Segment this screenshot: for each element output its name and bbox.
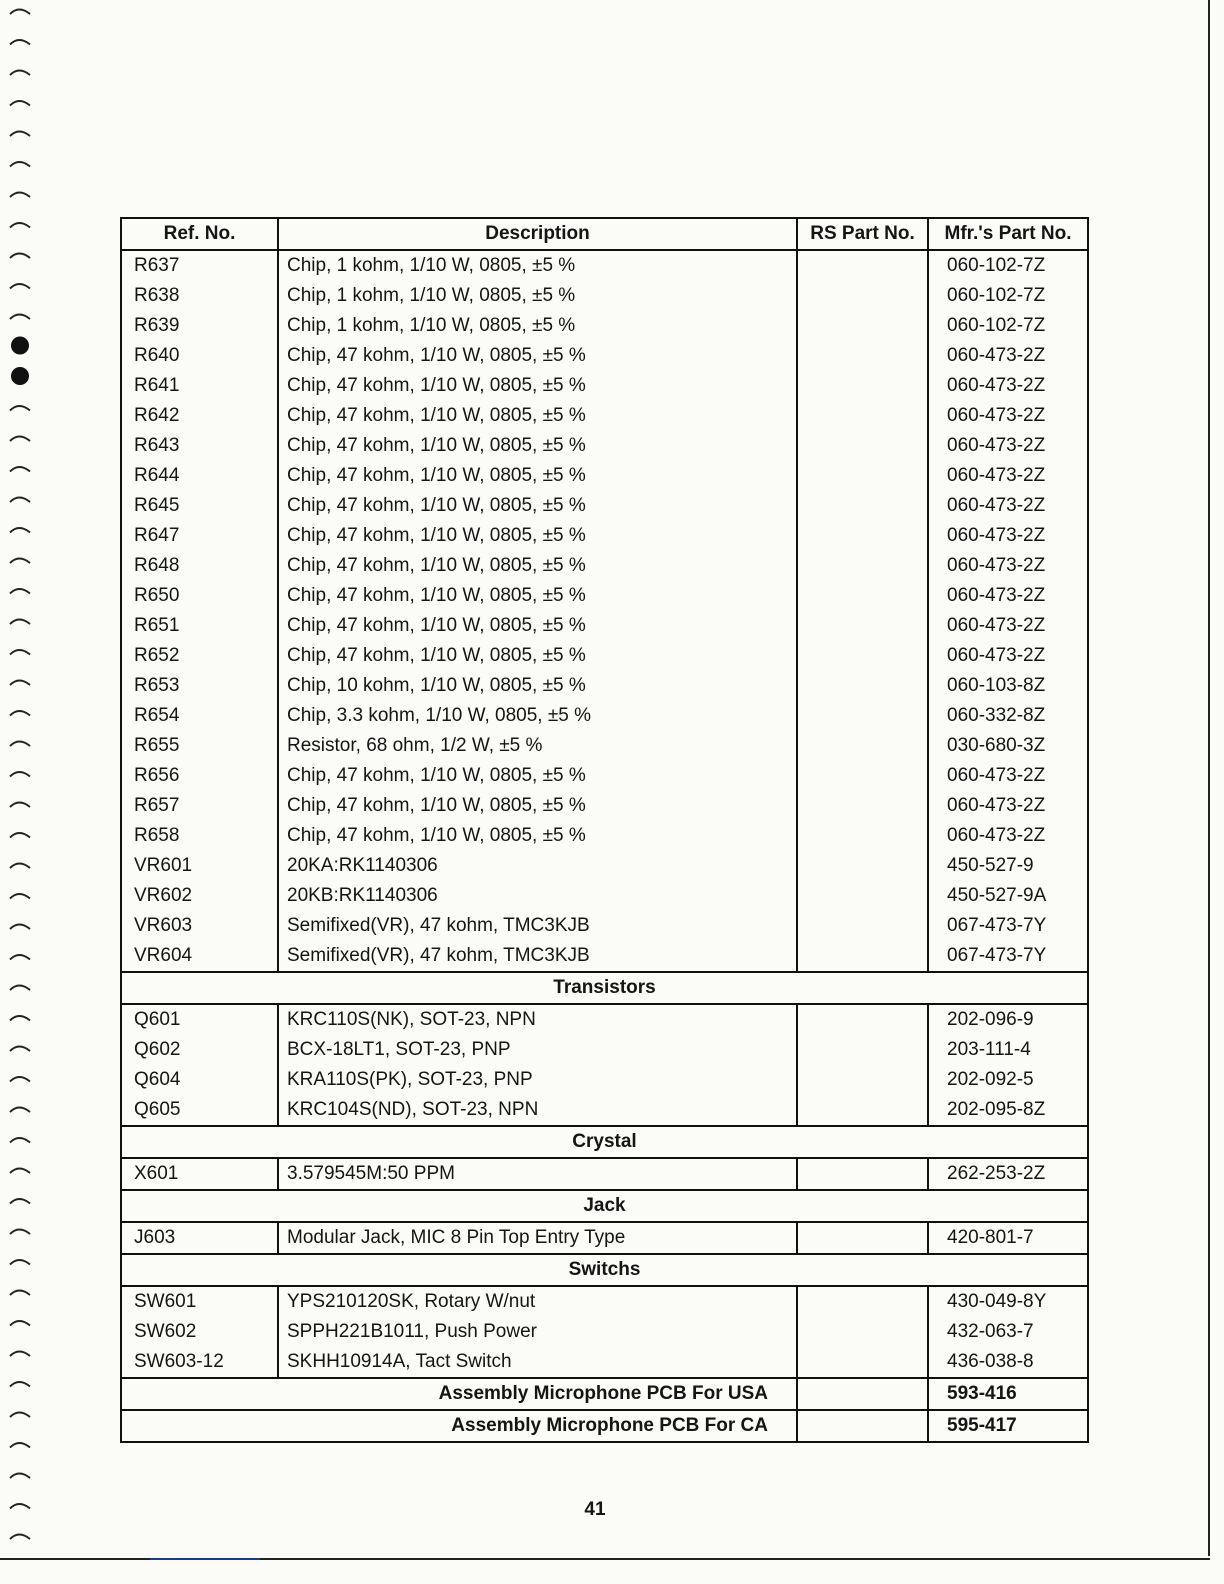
mfr-part-no-cell: 430-049-8Y [928,1286,1088,1317]
description-cell: 3.579545M:50 PPM [278,1158,797,1190]
table-row [121,341,1088,371]
rs-part-no-cell [797,1035,928,1065]
punch-mark [10,132,30,137]
mfr-part-no-cell: 060-473-2Z [928,371,1088,401]
mfr-part-no-cell: 060-473-2Z [928,521,1088,551]
description-cell: Chip, 1 kohm, 1/10 W, 0805, ±5 % [278,281,797,311]
description-cell: Chip, 47 kohm, 1/10 W, 0805, ±5 % [278,761,797,791]
punch-mark [10,1260,30,1265]
table-row [121,311,1088,341]
punch-mark [10,833,30,838]
ref-no-cell: R648 [121,551,278,581]
ref-no-cell: R652 [121,641,278,671]
description-cell: Chip, 47 kohm, 1/10 W, 0805, ±5 % [278,551,797,581]
rs-part-no-cell [797,431,928,461]
ref-no-cell: R657 [121,791,278,821]
description-cell: SKHH10914A, Tact Switch [278,1347,797,1378]
table-header-row [121,218,1088,250]
punch-mark [10,1016,30,1021]
table-row [121,611,1088,641]
punch-mark [10,711,30,716]
ref-no-cell: R641 [121,371,278,401]
table-row [121,701,1088,731]
ref-no-cell: R638 [121,281,278,311]
description-cell: Modular Jack, MIC 8 Pin Top Entry Type [278,1222,797,1254]
rs-part-no-cell [797,401,928,431]
mfr-part-no-cell: 203-111-4 [928,1035,1088,1065]
punch-mark [10,1352,30,1357]
table-row [121,371,1088,401]
description-cell: SPPH221B1011, Push Power [278,1317,797,1347]
punch-mark [10,1169,30,1174]
section-title: Switchs [121,1254,1088,1286]
description-cell: Chip, 3.3 kohm, 1/10 W, 0805, ±5 % [278,701,797,731]
mfr-part-no-cell: 060-102-7Z [928,311,1088,341]
mfr-part-no-cell: 060-473-2Z [928,581,1088,611]
table-row [121,521,1088,551]
punch-mark [10,894,30,899]
punch-mark [10,650,30,655]
rs-part-no-cell [797,1004,928,1035]
rs-part-no-cell [797,1410,928,1442]
ref-no-cell: R643 [121,431,278,461]
rs-part-no-cell [797,521,928,551]
mfr-part-no-cell: 202-095-8Z [928,1095,1088,1126]
punch-hole [11,367,29,385]
punch-mark [10,10,30,15]
section-title: Crystal [121,1126,1088,1158]
rs-part-no-cell [797,851,928,881]
mfr-part-no-cell: 060-102-7Z [928,281,1088,311]
punch-mark [10,1230,30,1235]
mfr-part-no-cell: 060-473-2Z [928,491,1088,521]
table-row [121,250,1088,281]
table-row [121,761,1088,791]
mfr-part-no-cell: 060-473-2Z [928,431,1088,461]
rs-part-no-cell [797,911,928,941]
ref-no-cell: R645 [121,491,278,521]
punch-mark [10,772,30,777]
ref-no-cell: R656 [121,761,278,791]
ref-no-cell: VR603 [121,911,278,941]
description-cell: Chip, 47 kohm, 1/10 W, 0805, ±5 % [278,461,797,491]
description-cell: Chip, 47 kohm, 1/10 W, 0805, ±5 % [278,491,797,521]
table-row [121,1222,1088,1254]
description-cell: Chip, 47 kohm, 1/10 W, 0805, ±5 % [278,401,797,431]
description-cell: KRC104S(ND), SOT-23, NPN [278,1095,797,1126]
description-cell: KRC110S(NK), SOT-23, NPN [278,1004,797,1035]
mfr-part-no-cell: 067-473-7Y [928,911,1088,941]
ref-no-cell: R640 [121,341,278,371]
section-title: Transistors [121,972,1088,1004]
page-bottom-accent [150,1558,260,1560]
punch-mark [10,284,30,289]
table-row [121,941,1088,972]
rs-part-no-cell [797,461,928,491]
ref-no-cell: Q602 [121,1035,278,1065]
description-cell: Chip, 47 kohm, 1/10 W, 0805, ±5 % [278,641,797,671]
mfr-part-no-cell: 420-801-7 [928,1222,1088,1254]
ref-no-cell: R644 [121,461,278,491]
ref-no-cell: X601 [121,1158,278,1190]
table-row [121,851,1088,881]
rs-part-no-cell [797,671,928,701]
description-cell: Chip, 47 kohm, 1/10 W, 0805, ±5 % [278,371,797,401]
punch-mark [10,40,30,45]
punch-hole [11,337,29,355]
rs-part-no-cell [797,1317,928,1347]
table-row [121,821,1088,851]
table-row [121,731,1088,761]
ref-no-cell: R647 [121,521,278,551]
table-row [121,491,1088,521]
assembly-part-no: 593-416 [928,1378,1088,1410]
rs-part-no-cell [797,551,928,581]
ref-no-cell: R642 [121,401,278,431]
ref-no-cell: R654 [121,701,278,731]
description-cell: Chip, 10 kohm, 1/10 W, 0805, ±5 % [278,671,797,701]
punch-mark [10,1291,30,1296]
punch-mark [10,1413,30,1418]
description-cell: Semifixed(VR), 47 kohm, TMC3KJB [278,941,797,972]
punch-mark [10,528,30,533]
description-cell: BCX-18LT1, SOT-23, PNP [278,1035,797,1065]
punch-mark [10,925,30,930]
ref-no-cell: SW602 [121,1317,278,1347]
description-cell: Chip, 47 kohm, 1/10 W, 0805, ±5 % [278,431,797,461]
punch-mark [10,1108,30,1113]
mfr-part-no-cell: 060-473-2Z [928,461,1088,491]
punch-mark [10,1047,30,1052]
mfr-part-no-cell: 060-103-8Z [928,671,1088,701]
page-right-edge [1208,0,1210,1556]
punch-mark [10,864,30,869]
mfr-part-no-cell: 060-473-2Z [928,401,1088,431]
table-row [121,1095,1088,1126]
header-ref-no: Ref. No. [121,218,278,250]
ref-no-cell: R637 [121,250,278,281]
description-cell: Chip, 47 kohm, 1/10 W, 0805, ±5 % [278,821,797,851]
parts-list-table [120,217,1089,1443]
assembly-label: Assembly Microphone PCB For USA [121,1378,797,1410]
mfr-part-no-cell: 060-473-2Z [928,551,1088,581]
section-header-row [121,972,1088,1004]
ref-no-cell: SW603-12 [121,1347,278,1378]
mfr-part-no-cell: 030-680-3Z [928,731,1088,761]
punch-mark [10,986,30,991]
description-cell: 20KA:RK1140306 [278,851,797,881]
table-row [121,551,1088,581]
ref-no-cell: Q605 [121,1095,278,1126]
punch-mark [10,254,30,259]
mfr-part-no-cell: 060-473-2Z [928,761,1088,791]
punch-mark [10,589,30,594]
mfr-part-no-cell: 060-473-2Z [928,791,1088,821]
assembly-row [121,1378,1088,1410]
rs-part-no-cell [797,761,928,791]
mfr-part-no-cell: 067-473-7Y [928,941,1088,972]
punch-mark [10,1535,30,1540]
table-row [121,1158,1088,1190]
binding-punch-marks [4,0,40,1584]
table-row [121,281,1088,311]
description-cell: Resistor, 68 ohm, 1/2 W, ±5 % [278,731,797,761]
table-row [121,911,1088,941]
table-row [121,1286,1088,1317]
rs-part-no-cell [797,1095,928,1126]
punch-mark [10,162,30,167]
rs-part-no-cell [797,611,928,641]
punch-mark [10,193,30,198]
ref-no-cell: J603 [121,1222,278,1254]
section-header-row [121,1254,1088,1286]
rs-part-no-cell [797,341,928,371]
punch-mark [10,803,30,808]
ref-no-cell: VR604 [121,941,278,972]
punch-mark [10,1382,30,1387]
punch-mark [10,71,30,76]
table-row [121,1004,1088,1035]
ref-no-cell: VR601 [121,851,278,881]
rs-part-no-cell [797,881,928,911]
mfr-part-no-cell: 060-102-7Z [928,250,1088,281]
ref-no-cell: R653 [121,671,278,701]
ref-no-cell: VR602 [121,881,278,911]
mfr-part-no-cell: 202-096-9 [928,1004,1088,1035]
description-cell: Chip, 47 kohm, 1/10 W, 0805, ±5 % [278,341,797,371]
table-row [121,1317,1088,1347]
description-cell: Chip, 47 kohm, 1/10 W, 0805, ±5 % [278,581,797,611]
punch-mark [10,223,30,228]
ref-no-cell: R658 [121,821,278,851]
rs-part-no-cell [797,731,928,761]
page-number: 41 [584,1499,606,1520]
punch-mark [10,742,30,747]
header-rs-part-no: RS Part No. [797,218,928,250]
header-mfr-part-no: Mfr.'s Part No. [928,218,1088,250]
description-cell: KRA110S(PK), SOT-23, PNP [278,1065,797,1095]
mfr-part-no-cell: 202-092-5 [928,1065,1088,1095]
table-row [121,791,1088,821]
ref-no-cell: SW601 [121,1286,278,1317]
punch-mark [10,467,30,472]
mfr-part-no-cell: 060-473-2Z [928,641,1088,671]
mfr-part-no-cell: 060-473-2Z [928,611,1088,641]
punch-mark [10,1199,30,1204]
punch-mark [10,1077,30,1082]
mfr-part-no-cell: 436-038-8 [928,1347,1088,1378]
mfr-part-no-cell: 262-253-2Z [928,1158,1088,1190]
description-cell: YPS210120SK, Rotary W/nut [278,1286,797,1317]
rs-part-no-cell [797,491,928,521]
mfr-part-no-cell: 432-063-7 [928,1317,1088,1347]
ref-no-cell: R639 [121,311,278,341]
punch-mark [10,559,30,564]
description-cell: 20KB:RK1140306 [278,881,797,911]
rs-part-no-cell [797,701,928,731]
assembly-label: Assembly Microphone PCB For CA [121,1410,797,1442]
description-cell: Chip, 47 kohm, 1/10 W, 0805, ±5 % [278,611,797,641]
table-row [121,1065,1088,1095]
rs-part-no-cell [797,581,928,611]
ref-no-cell: R655 [121,731,278,761]
punch-mark [10,1138,30,1143]
table-row [121,881,1088,911]
section-title: Jack [121,1190,1088,1222]
rs-part-no-cell [797,641,928,671]
punch-mark [10,681,30,686]
mfr-part-no-cell: 060-473-2Z [928,821,1088,851]
punch-mark [10,406,30,411]
mfr-part-no-cell: 060-473-2Z [928,341,1088,371]
rs-part-no-cell [797,281,928,311]
header-description: Description [278,218,797,250]
table-row [121,461,1088,491]
punch-mark [10,315,30,320]
rs-part-no-cell [797,1065,928,1095]
ref-no-cell: Q601 [121,1004,278,1035]
punch-mark [10,620,30,625]
rs-part-no-cell [797,1286,928,1317]
rs-part-no-cell [797,1347,928,1378]
rs-part-no-cell [797,791,928,821]
assembly-row [121,1410,1088,1442]
section-header-row [121,1190,1088,1222]
ref-no-cell: R650 [121,581,278,611]
punch-mark [10,1321,30,1326]
table-row [121,581,1088,611]
ref-no-cell: Q604 [121,1065,278,1095]
punch-mark [10,498,30,503]
assembly-part-no: 595-417 [928,1410,1088,1442]
rs-part-no-cell [797,1158,928,1190]
table-row [121,401,1088,431]
table-row [121,1347,1088,1378]
description-cell: Chip, 1 kohm, 1/10 W, 0805, ±5 % [278,311,797,341]
punch-mark [10,101,30,106]
table-row [121,1035,1088,1065]
rs-part-no-cell [797,371,928,401]
rs-part-no-cell [797,941,928,972]
description-cell: Chip, 1 kohm, 1/10 W, 0805, ±5 % [278,250,797,281]
table-row [121,671,1088,701]
parts-table-body [121,250,1088,1442]
rs-part-no-cell [797,821,928,851]
description-cell: Chip, 47 kohm, 1/10 W, 0805, ±5 % [278,521,797,551]
table-row [121,431,1088,461]
rs-part-no-cell [797,1378,928,1410]
rs-part-no-cell [797,250,928,281]
punch-mark [10,437,30,442]
description-cell: Semifixed(VR), 47 kohm, TMC3KJB [278,911,797,941]
mfr-part-no-cell: 060-332-8Z [928,701,1088,731]
rs-part-no-cell [797,311,928,341]
punch-mark [10,1474,30,1479]
punch-mark [10,1443,30,1448]
section-header-row [121,1126,1088,1158]
punch-mark [10,955,30,960]
rs-part-no-cell [797,1222,928,1254]
ref-no-cell: R651 [121,611,278,641]
mfr-part-no-cell: 450-527-9A [928,881,1088,911]
table-row [121,641,1088,671]
description-cell: Chip, 47 kohm, 1/10 W, 0805, ±5 % [278,791,797,821]
mfr-part-no-cell: 450-527-9 [928,851,1088,881]
